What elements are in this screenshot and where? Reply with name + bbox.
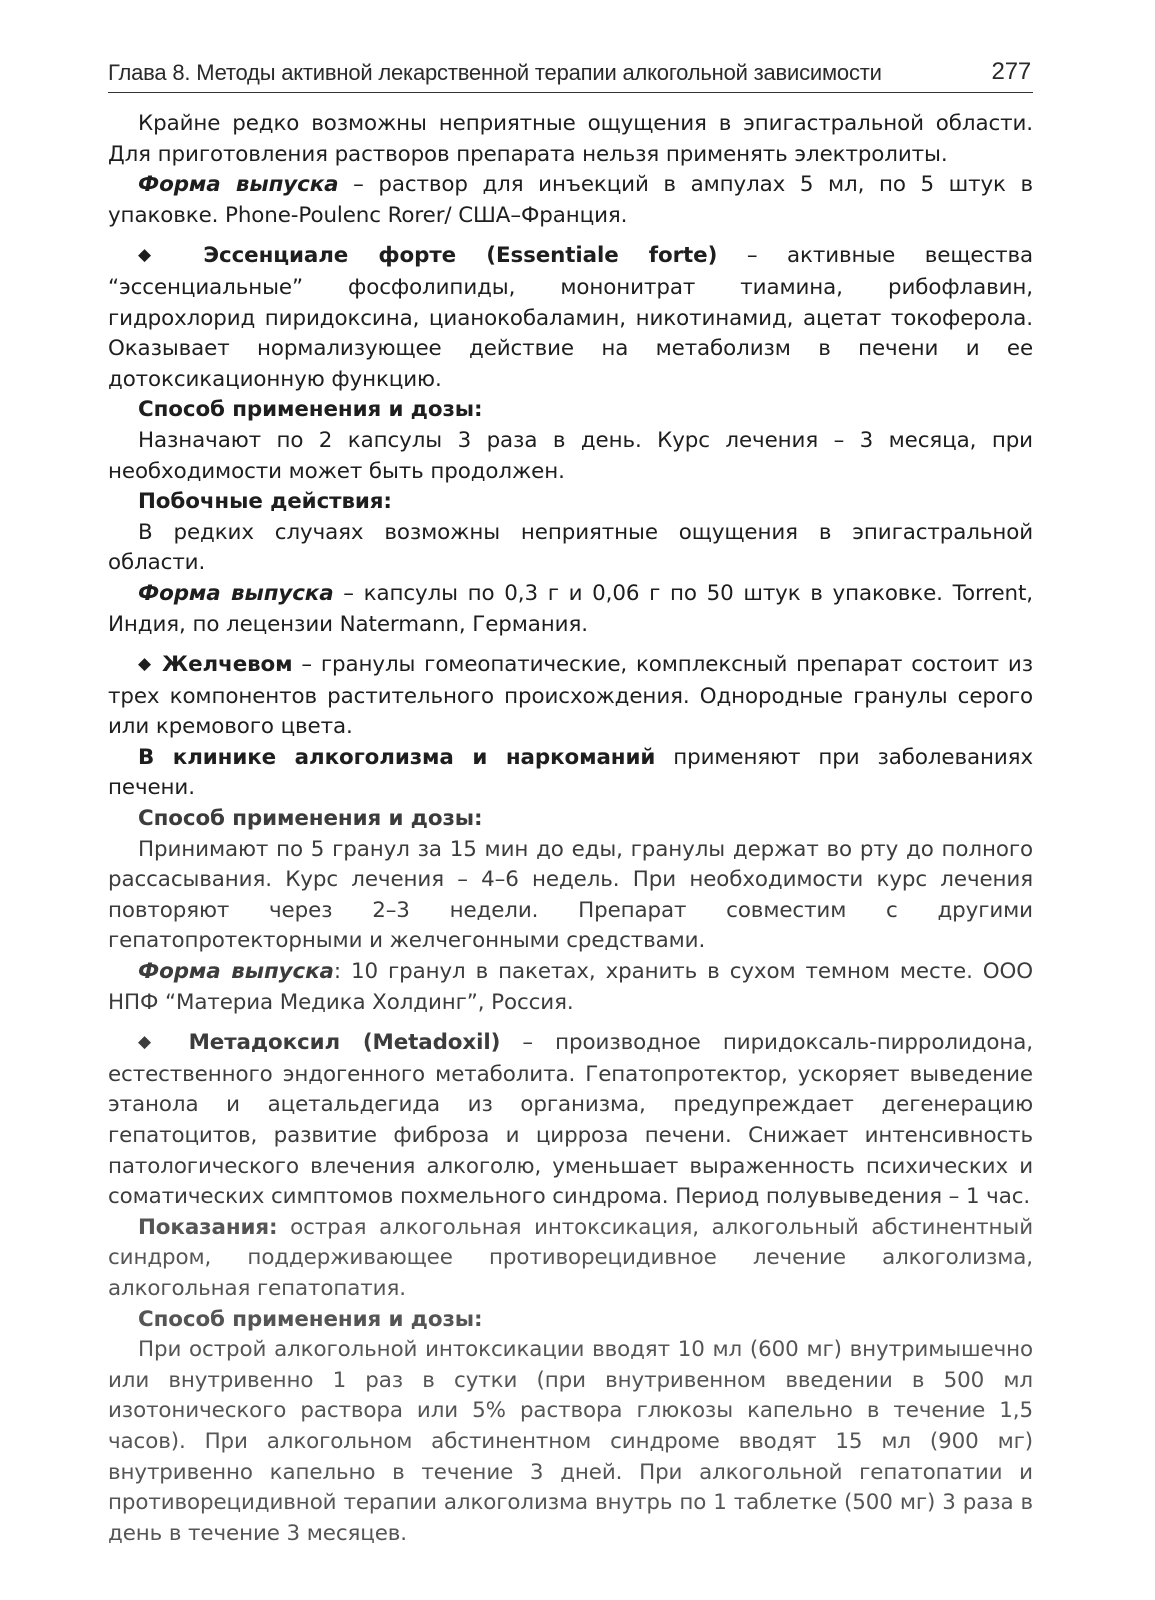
paragraph: Назначают по 2 капсулы 3 раза в день. Курс лечения – 3 месяца, при необходимости может быть продолжен. bbox=[108, 427, 1033, 484]
release-form-text: – капсулы по 0,3 г и 0,06 г по 50 штук в упаковке. Torrent, Индия, по лецензии Natermann, Германия. bbox=[108, 580, 1033, 637]
paragraph-text: применяют при заболеваниях печени. bbox=[108, 744, 1034, 801]
paragraph bbox=[108, 170, 1033, 231]
section-heading: Способ применения и дозы: bbox=[138, 397, 483, 423]
page-body bbox=[108, 109, 1033, 1549]
paragraph bbox=[108, 579, 1033, 640]
diamond-bullet-icon: ◆ bbox=[138, 1032, 167, 1053]
release-form-label: Форма выпуска bbox=[138, 172, 339, 198]
release-form-text: – раствор для инъекций в ампулах 5 мл, по 5 штук в упаковке. Phone-Poulenc Rorer/ США–Франция. bbox=[108, 172, 1033, 228]
paragraph: Принимают по 5 гранул за 15 мин до еды, гранулы держат во рту до полного рассасывания. Курс лечения – 4–6 недель. При необходимости курс лечения повторяют через 2–3 недели. Препарат совместим с другими гепатопротекторными и желчегонными средствами. bbox=[108, 836, 1033, 954]
release-form-text: : 10 гранул в пакетах, хранить в сухом темном месте. ООО НПФ “Материа Медика Холдинг”, Россия. bbox=[108, 959, 1033, 1015]
running-header bbox=[108, 58, 1033, 93]
paragraph: В редких случаях возможны неприятные ощущения в эпигастральной области. bbox=[108, 519, 1033, 576]
book-page bbox=[108, 58, 1033, 1549]
drug-description: – активные вещества “эссенциальные” фосфолипиды, мононитрат тиамина, рибофлавин, гидрохлорид пиридоксина, цианокобаламин, никотинамид, ацетат токоферола. Оказывает нормализующее действие на метаболизм в печени и ее дотоксикационную функцию. bbox=[108, 243, 1034, 392]
paragraph: При острой алкогольной интоксикации вводят 10 мл (600 мг) внутримышечно или внутривенно 1 раз в сутки (при внутривенном введении в 500 мл изотонического раствора или 5% раствора глюкозы капельно в течение 1,5 часов). При алкогольном абстинентном синдроме вводят 15 мл (900 мг) внутривенно капельно в течение 3 дней. При алкогольной гепатопатии и противорецидивной терапии алкоголизма внутрь по 1 таблетке (500 мг) 3 раза в день в течение 3 месяцев. bbox=[108, 1337, 1033, 1546]
diamond-bullet-icon: ◆ bbox=[138, 654, 154, 675]
drug-entry-zhelchevom bbox=[108, 650, 1033, 743]
bold-phrase: В клинике алкоголизма и наркоманий bbox=[138, 744, 656, 770]
chapter-title: Глава 8. Методы активной лекарственной терапии алкогольной зависимости bbox=[108, 60, 882, 85]
paragraph: Крайне редко возможны неприятные ощущения в эпигастральной области. Для приготовления растворов препарата нельзя применять электролиты. bbox=[108, 111, 1033, 167]
indications-text: острая алкогольная интоксикация, алкогольный абстинентный синдром, поддерживающее противорецидивное лечение алкоголизма, алкогольная гепатопатия. bbox=[108, 1214, 1033, 1301]
drug-name: Желчевом bbox=[162, 652, 293, 678]
drug-entry-metadoxil bbox=[108, 1028, 1033, 1213]
drug-description: – гранулы гомеопатические, комплексный препарат состоит из трех компонентов растительного происхождения. Однородные гранулы серого или кремового цвета. bbox=[108, 652, 1033, 740]
section-heading: Побочные действия: bbox=[138, 489, 392, 515]
paragraph bbox=[108, 957, 1033, 1018]
drug-description: – производное пиридоксаль-пирролидона, естественного эндогенного метаболита. Гепатопротектор, ускоряет выведение этанола и ацетальдегида из организма, предупреждает дегенерацию гепатоцитов, развитие фиброза и цирроза печени. Снижает интенсивность патологического влечения алкоголю, уменьшает выраженность психических и соматических симптомов похмельного синдрома. Период полувыведения – 1 час. bbox=[108, 1030, 1033, 1210]
indications-label: Показания: bbox=[138, 1214, 278, 1240]
release-form-label: Форма выпуска bbox=[138, 959, 334, 985]
drug-entry-essentiale bbox=[108, 241, 1033, 395]
diamond-bullet-icon: ◆ bbox=[138, 245, 174, 266]
section-heading: Способ применения и дозы: bbox=[138, 806, 483, 832]
page-number: 277 bbox=[991, 58, 1031, 85]
drug-name: Эссенциале форте (Essentiale forte) bbox=[203, 243, 718, 269]
release-form-label: Форма выпуска bbox=[138, 580, 334, 606]
drug-name: Метадоксил (Metadoxil) bbox=[188, 1030, 501, 1056]
paragraph bbox=[108, 743, 1033, 804]
section-heading: Способ применения и дозы: bbox=[138, 1306, 483, 1332]
paragraph bbox=[108, 1213, 1033, 1305]
